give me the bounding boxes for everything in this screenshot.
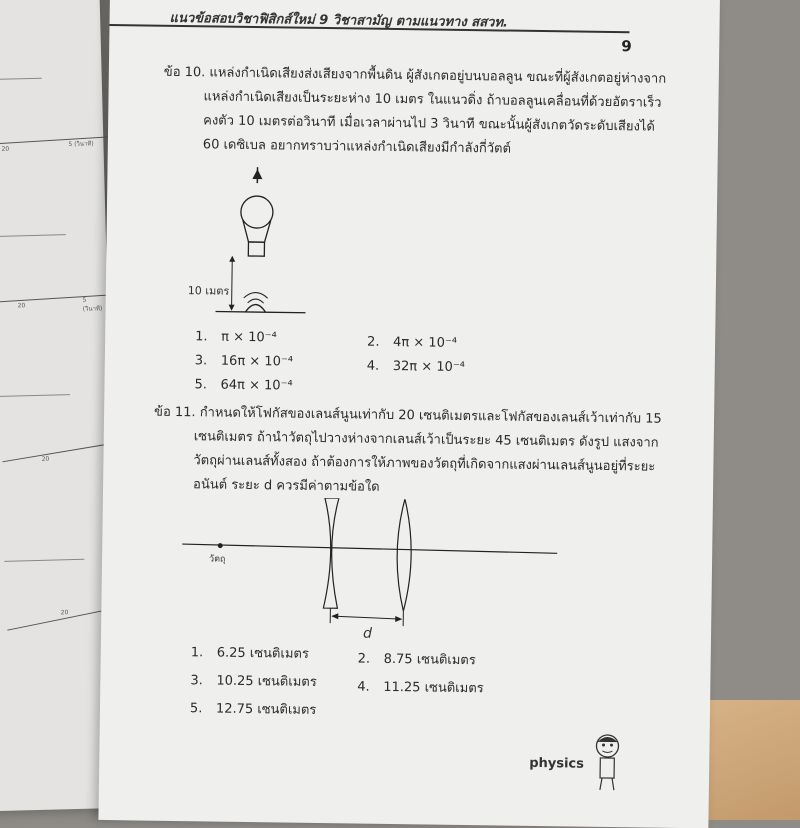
q10-line-4: 60 เดซิเบล อยากทราบว่าแหล่งกำเนิดเสียงมีกำลังกี่วัตต์ [203,133,511,161]
q10-choice-5[interactable] [194,377,292,393]
choice-text: 4π × 10⁻⁴ [393,335,457,351]
choice-number: 3. [190,673,216,688]
choice-number: 5. [194,377,220,392]
distance-label: 10 เมตร [188,281,230,300]
choice-text: π × 10⁻⁴ [221,330,277,346]
choice-text: 10.25 เซนติเมตร [216,674,317,690]
choice-number: 2. [358,652,384,667]
q11-line-3: วัตถุผ่านเลนส์ทั้งสอง ถ้าต้องการให้ภาพของวัตถุที่เกิดจากแสงผ่านเลนส์นูนอยู่ที่ระยะ [193,449,655,479]
q11-line-4: อนันต์ ระยะ d ควรมีค่าตามข้อใด [193,473,380,500]
book-page [98,0,720,828]
q11-choice-1[interactable] [191,641,309,664]
left-tick-label: 20 [61,609,69,616]
q10-choice-4[interactable] [367,359,465,375]
choice-text: 64π × 10⁻⁴ [220,378,292,394]
choice-number: 4. [367,359,393,374]
cartoon-mascot-icon [587,732,628,793]
q11-line-2: เซนติเมตร ถ้านำวัตถุไปวางห่างจากเลนส์เว้าเป็นระยะ 45 เซนติเมตร ดังรูป แสงจาก [194,425,659,455]
choice-number: 4. [357,680,383,695]
choice-number: 2. [367,335,393,350]
balloon-diagram [175,166,357,328]
choice-number: 1. [191,645,217,660]
d-label: d [363,626,372,642]
object-label: วัตถุ [209,551,226,565]
q10-choice-2[interactable] [367,335,457,351]
page-header-title: แนวข้อสอบวิชาฟิสิกส์ใหม่ 9 วิชาสามัญ ตามแนวทาง สสวท. [169,7,508,33]
choice-number: 5. [190,701,216,716]
page-number: 9 [621,37,632,55]
left-tick-label: 20 [1,146,9,153]
q11-choice-3[interactable] [190,669,317,692]
choice-text: 11.25 เซนติเมตร [383,680,484,696]
physics-logo-text: physics [529,756,584,772]
left-tick-label: 20 [18,302,26,309]
q11-choice-4[interactable] [357,676,484,699]
left-tick-label: 5 (วินาที) [82,296,107,314]
choice-number: 3. [195,353,221,368]
q11-choice-2[interactable] [358,648,476,671]
q10-line-3: คงตัว 10 เมตรต่อวินาที เมื่อเวลาผ่านไป 3 วินาที ขณะนั้นผู้สังเกตวัดระดับเสียงได้ [203,109,655,139]
q11-line-1: ข้อ 11. กำหนดให้โฟกัสของเลนส์นูนเท่ากับ 20 เซนติเมตรและโฟกัสของเลนส์เว้าเท่ากับ 15 [154,401,662,432]
left-tick-label: 5 (วินาที) [68,138,93,149]
left-tick-label: 20 [42,456,50,463]
q10-line-1: ข้อ 10. แหล่งกำเนิดเสียงส่งเสียงจากพื้นดิน ผู้สังเกตอยู่บนบอลลูน ขณะที่ผู้สังเกตอยู่ห่างจาก [164,61,667,92]
q10-line-2: แหล่งกำเนิดเสียงเป็นระยะห่าง 10 เมตร ในแนวดิ่ง ถ้าบอลลูนเคลื่อนที่ด้วยอัตราเร็ว [203,85,661,115]
lens-diagram [171,496,573,642]
choice-number: 1. [195,329,221,344]
choice-text: 6.25 เซนติเมตร [217,646,309,662]
choice-text: 8.75 เซนติเมตร [384,652,476,668]
choice-text: 12.75 เซนติเมตร [216,702,317,718]
q11-choice-5[interactable] [190,697,317,720]
choice-text: 16π × 10⁻⁴ [221,354,293,370]
q10-choice-1[interactable] [195,329,277,345]
q10-choice-3[interactable] [195,353,293,369]
choice-text: 32π × 10⁻⁴ [393,359,465,375]
